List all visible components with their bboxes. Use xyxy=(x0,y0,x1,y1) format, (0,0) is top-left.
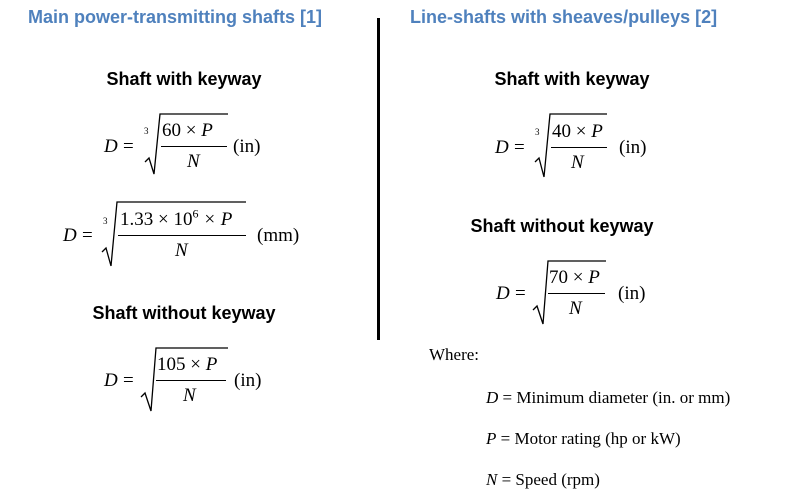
numerator: 40 × P xyxy=(552,121,603,142)
unit-label: (in) xyxy=(234,370,262,391)
right-no-keyway-heading: Shaft without keyway xyxy=(470,216,654,236)
equals-sign: = xyxy=(123,370,134,391)
legend-text: = Speed (rpm) xyxy=(497,470,600,489)
denominator: N xyxy=(175,240,188,261)
legend-text: = Minimum diameter (in. or mm) xyxy=(498,388,731,407)
numerator: 70 × P xyxy=(549,267,600,288)
column-divider xyxy=(377,18,380,340)
fraction-bar xyxy=(548,293,605,294)
fraction-bar xyxy=(118,235,246,236)
lhs-symbol: D xyxy=(63,225,77,246)
legend-symbol: P xyxy=(486,429,497,448)
where-label: Where: xyxy=(429,345,480,364)
legend-symbol: D xyxy=(486,388,499,407)
left-keyway-formula-inch xyxy=(104,112,284,182)
left-no-keyway-formula xyxy=(104,345,284,415)
denominator: N xyxy=(183,385,196,406)
root-index: 3 xyxy=(535,127,540,137)
left-no-keyway-heading: Shaft without keyway xyxy=(92,303,276,323)
fraction-bar xyxy=(161,146,227,147)
lhs-symbol: D xyxy=(104,370,118,391)
numerator: 105 × P xyxy=(157,354,218,375)
legend-symbol: N xyxy=(486,470,498,489)
right-keyway-heading: Shaft with keyway xyxy=(494,69,650,89)
fraction-bar xyxy=(551,147,607,148)
left-keyway-heading: Shaft with keyway xyxy=(106,69,262,89)
fraction-bar xyxy=(156,380,226,381)
root-index: 3 xyxy=(103,216,108,226)
denominator: N xyxy=(187,151,200,172)
right-no-keyway-formula xyxy=(496,258,666,328)
unit-label: (in) xyxy=(619,137,647,158)
lhs-symbol: D xyxy=(496,283,510,304)
legend-text: = Motor rating (hp or kW) xyxy=(496,429,681,448)
root-index: 3 xyxy=(144,126,149,136)
left-column-title: Main power-transmitting shafts [1] xyxy=(28,7,323,27)
equals-sign: = xyxy=(515,283,526,304)
lhs-symbol: D xyxy=(495,137,509,158)
left-keyway-formula-mm xyxy=(63,200,313,270)
right-column-title: Line-shafts with sheaves/pulleys [2] xyxy=(410,7,718,27)
equals-sign: = xyxy=(82,225,93,246)
denominator: N xyxy=(571,152,584,173)
unit-label: (mm) xyxy=(257,225,300,246)
unit-label: (in) xyxy=(618,283,646,304)
unit-label: (in) xyxy=(233,136,261,157)
lhs-symbol: D xyxy=(104,136,118,157)
numerator: $1.33 \times 10^6 \times P$ xyxy=(120,206,233,230)
numerator: 60 × P xyxy=(162,120,213,141)
legend-item-speed xyxy=(486,470,600,490)
denominator: N xyxy=(569,298,582,319)
legend-item-power xyxy=(486,429,681,449)
equals-sign: = xyxy=(123,136,134,157)
right-keyway-formula xyxy=(495,112,665,182)
equals-sign: = xyxy=(514,137,525,158)
legend-item-diameter xyxy=(486,388,730,408)
